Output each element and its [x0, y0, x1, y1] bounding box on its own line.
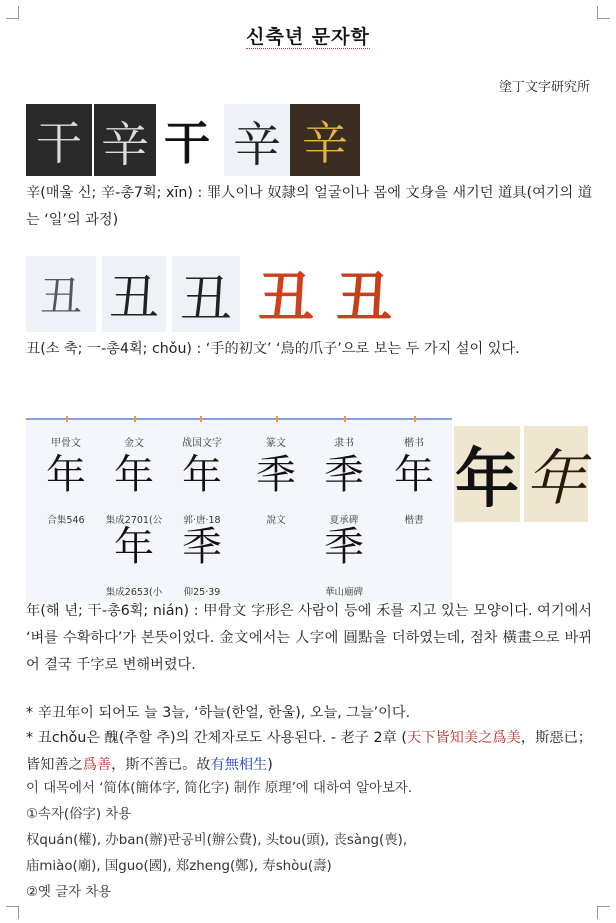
glyph-image: 辛	[94, 104, 156, 176]
page-corner-mark	[597, 6, 610, 19]
chart-header: 战国文字	[182, 438, 222, 449]
list-heading-1: ①속자(俗字) 차용	[26, 807, 132, 822]
chart-source: 仰25·39	[183, 587, 221, 598]
page-corner-mark	[597, 906, 610, 919]
glyph-image: 丑	[26, 256, 96, 332]
chart-glyph: 秊	[182, 524, 222, 570]
paragraph-nian: 年(해 년; 干-총6획; nián) : 甲骨文 字形은 사람이 등에 禾를 지고 있는 모양이다. 여기에서 ‘벼를 수확하다’가 본뜻이었다. 金文에서는 人字에 圓點을 더하였는데, 점차 橫畫으로 바뀌어 결국 千字로 변해버렸다.	[26, 603, 592, 673]
paragraph-chou: 丑(소 축; 一-총4획; chǒu) : ‘手的初文’ ‘鳥的爪子’으로 보는 두 가지 설이 있다.	[26, 341, 520, 357]
glyph-image: 年	[454, 426, 520, 522]
bullet-chou-laozi: * 丑chǒu은 醜(추할 추)의 간체자로도 사용된다. - 老子 2章 (天下皆知美之爲美，斯惡已； 皆知善之爲善，斯不善已。故有無相生)	[26, 730, 592, 773]
glyph-image: 丑	[172, 256, 240, 332]
chart-glyph: 年	[394, 452, 434, 498]
paragraph-xin: 辛(매울 신; 辛-총7획; xīn) : 罪人이나 奴隷의 얼굴이나 몸에 文身을 새기던 道具(여기의 道는 ‘일’의 과정)	[26, 185, 592, 228]
chart-header: 隶书	[334, 438, 354, 449]
glyph-image: 丑	[102, 256, 166, 332]
chou-glyph-images	[26, 256, 400, 332]
glyph-image: 干	[160, 104, 214, 176]
glyph-image: 辛	[224, 104, 290, 176]
nian-evolution-chart	[26, 418, 452, 602]
glyph-image: 丑	[328, 256, 400, 332]
glyph-image: 年	[524, 426, 588, 522]
example-line: 庙miào(廟), 国guo(國), 郑zheng(鄭), 寿shòu(壽)	[26, 859, 332, 874]
bullet-xinchou: * 辛丑年이 되어도 늘 3늘, ‘하늘(한얼, 한울), 오늘, 그늘’이다.	[26, 705, 411, 721]
chart-glyph: 年	[46, 452, 86, 498]
chart-glyph: 秊	[324, 524, 364, 570]
chart-glyph: 秊	[324, 452, 364, 498]
attribution: 塗丁文字研究所	[498, 80, 590, 95]
chart-source: 集成2653(小	[105, 587, 163, 598]
glyph-image: 辛	[290, 104, 360, 176]
example-line: 权quán(權), 办ban(辦)판공비(辦公費), 头tou(頭), 丧sàng(喪),	[26, 833, 408, 848]
chart-source: 說文	[266, 515, 286, 526]
intro-line: 이 대목에서 ‘简体(簡体字, 简化字) 制作 原理’에 대하여 알아보자.	[26, 781, 413, 796]
chart-glyph: 年	[114, 452, 154, 498]
chart-header: 甲骨文	[51, 438, 81, 449]
chart-source: 集成2701(公	[105, 515, 163, 526]
glyph-image: 干	[26, 104, 92, 176]
chart-glyph: 秊	[256, 452, 296, 498]
chart-glyph: 年	[182, 452, 222, 498]
chart-glyph: 年	[114, 524, 154, 570]
chart-source: 合集546	[47, 515, 85, 526]
xin-glyph-images	[26, 102, 360, 176]
chart-header: 楷书	[404, 438, 424, 449]
page-title: 신축년 문자학	[246, 26, 370, 48]
chart-source: 華山廟碑	[324, 587, 363, 598]
list-heading-2: ②옛 글자 차용	[26, 885, 112, 900]
chart-source: 郭·唐·18	[183, 515, 221, 526]
chart-source: 夏承碑	[329, 515, 359, 526]
chart-header: 篆文	[266, 438, 286, 449]
chart-source: 楷書	[404, 515, 424, 526]
chart-header: 金文	[124, 438, 144, 449]
page-corner-mark	[6, 906, 19, 919]
page-corner-mark	[6, 6, 19, 19]
glyph-image: 丑	[254, 256, 318, 332]
